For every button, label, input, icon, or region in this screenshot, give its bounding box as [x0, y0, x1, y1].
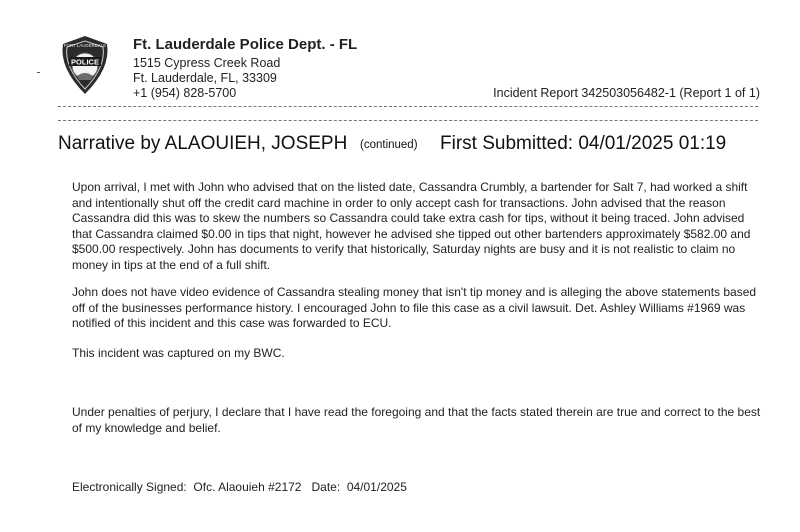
police-badge-icon: [55, 34, 115, 96]
narrative-author: Narrative by ALAOUIEH, JOSEPH: [58, 133, 348, 154]
narrative-paragraph-1: Upon arrival, I met with John who advised that on the listed date, Cassandra Crumbly, a bartender for Salt 7, had worked a shift and intentionally shut off the credit card machine in order to only accept cash for transactions. John advised that the reason Cassandra did this was to skew the numbers so Cassandra could take extra cash for tips, without it being traced. John advised that Cassandra claimed $0.00 in tips that night, however he advised she tipped out other bartenders approximately $582.00 and $500.00 respectively. John has documents to verify that historically, Saturday nights are busy and it is not realistic to claim no money in tips at the end of a full shift.: [72, 180, 751, 272]
address-line-2: Ft. Lauderdale, FL, 33309: [133, 71, 277, 85]
first-submitted: First Submitted: 04/01/2025 01:19: [440, 133, 727, 154]
header-divider: [58, 106, 758, 107]
continued-label: (continued): [360, 139, 418, 151]
electronic-signature: [72, 480, 407, 494]
scan-mark: [37, 72, 40, 73]
badge-arc-text: FORT LAUDERDALE: [63, 43, 107, 48]
agency-name: Ft. Lauderdale Police Dept. - FL: [133, 36, 358, 53]
address-line-1: 1515 Cypress Creek Road: [133, 56, 281, 70]
report-id: Incident Report 342503056482-1 (Report 1 of 1): [493, 86, 760, 100]
header-divider-2: [58, 120, 758, 121]
narrative-paragraph-3: This incident was captured on my BWC.: [72, 346, 285, 360]
phone-number: +1 (954) 828-5700: [133, 86, 237, 100]
narrative-title: [58, 133, 768, 159]
badge-text: POLICE: [71, 57, 99, 67]
report-header: [0, 0, 800, 110]
signature-text: Electronically Signed: Ofc. Alaouieh #2172 Date: 04/01/2025: [72, 480, 407, 494]
narrative-paragraph-2: John does not have video evidence of Cassandra stealing money that isn't tip money and is alleging the above statements based off of the businesses performance history. I encouraged John to file this case as a civil lawsuit. Det. Ashley Williams #1969 was notified of this incident and this case was forwarded to ECU.: [72, 285, 757, 331]
perjury-declaration: Under penalties of perjury, I declare that I have read the foregoing and that the facts stated therein are true and correct to the best of my knowledge and belief.: [72, 405, 761, 435]
